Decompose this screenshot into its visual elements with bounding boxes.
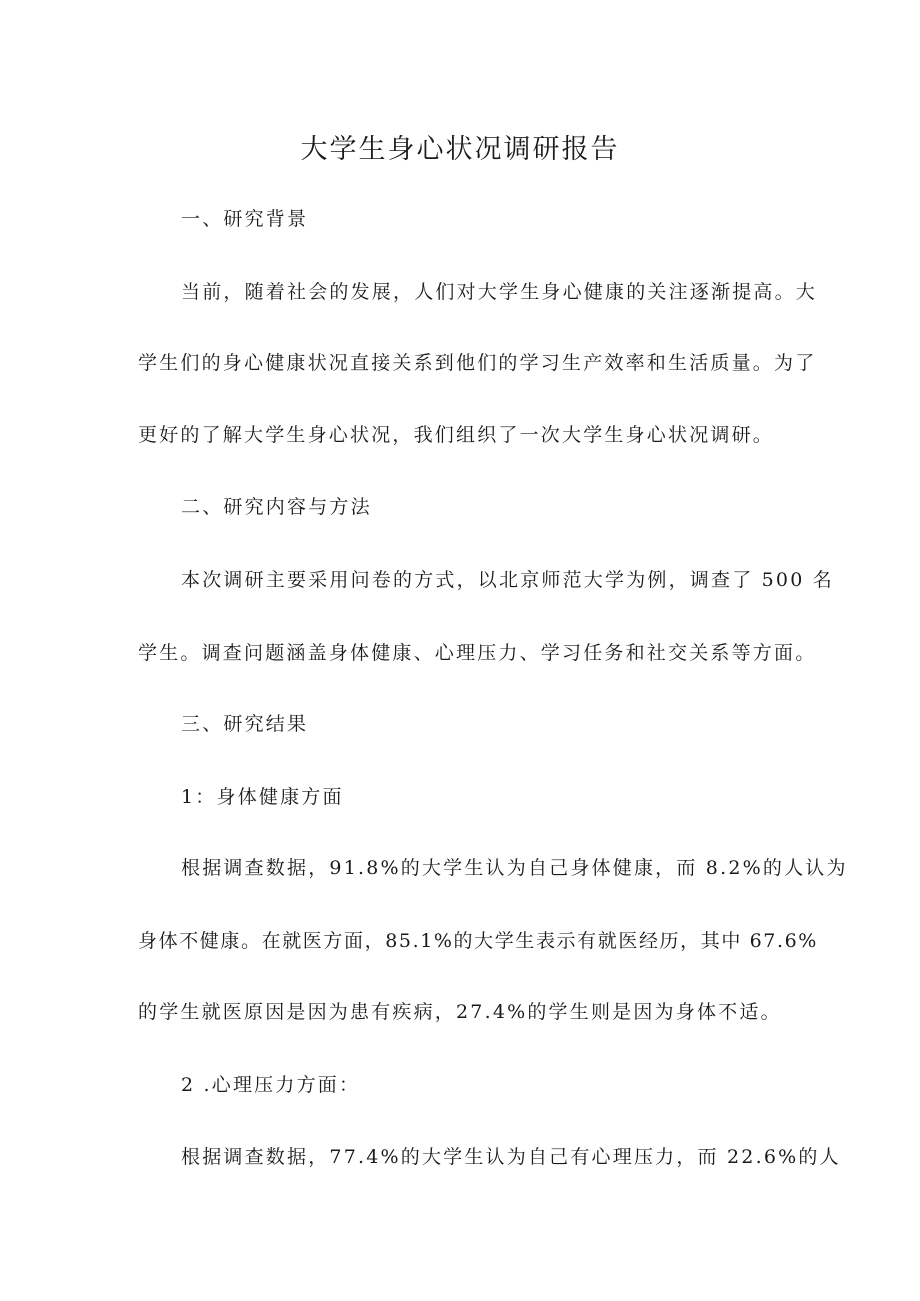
subsection-heading-physical: 1：身体健康方面 [181, 786, 344, 808]
paragraph-line: 学生们的身心健康状况直接关系到他们的学习生产效率和生活质量。为了 [138, 352, 817, 374]
paragraph-line: 学生。调查问题涵盖身体健康、心理压力、学习任务和社交关系等方面。 [138, 642, 817, 664]
paragraph-line: 根据调查数据，77.4%的大学生认为自己有心理压力，而 22.6%的人 [181, 1146, 841, 1168]
section-heading-methods: 二、研究内容与方法 [181, 496, 372, 518]
paragraph-line: 当前，随着社会的发展，人们对大学生身心健康的关注逐渐提高。大 [181, 281, 818, 303]
document-title: 大学生身心状况调研报告 [300, 134, 620, 165]
paragraph-line: 更好的了解大学生身心状况，我们组织了一次大学生身心状况调研。 [138, 424, 775, 446]
section-heading-background: 一、研究背景 [181, 208, 309, 230]
paragraph-line: 根据调查数据，91.8%的大学生认为自己身体健康，而 8.2%的人认为 [181, 857, 848, 879]
paragraph-line: 的学生就医原因是因为患有疾病，27.4%的学生则是因为身体不适。 [138, 1001, 782, 1023]
paragraph-line: 身体不健康。在就医方面，85.1%的大学生表示有就医经历，其中 67.6% [138, 930, 818, 952]
subsection-heading-mental: 2 .心理压力方面： [181, 1074, 361, 1096]
paragraph-line: 本次调研主要采用问卷的方式，以北京师范大学为例，调查了 500 名 [181, 569, 834, 591]
section-heading-results: 三、研究结果 [181, 713, 309, 735]
